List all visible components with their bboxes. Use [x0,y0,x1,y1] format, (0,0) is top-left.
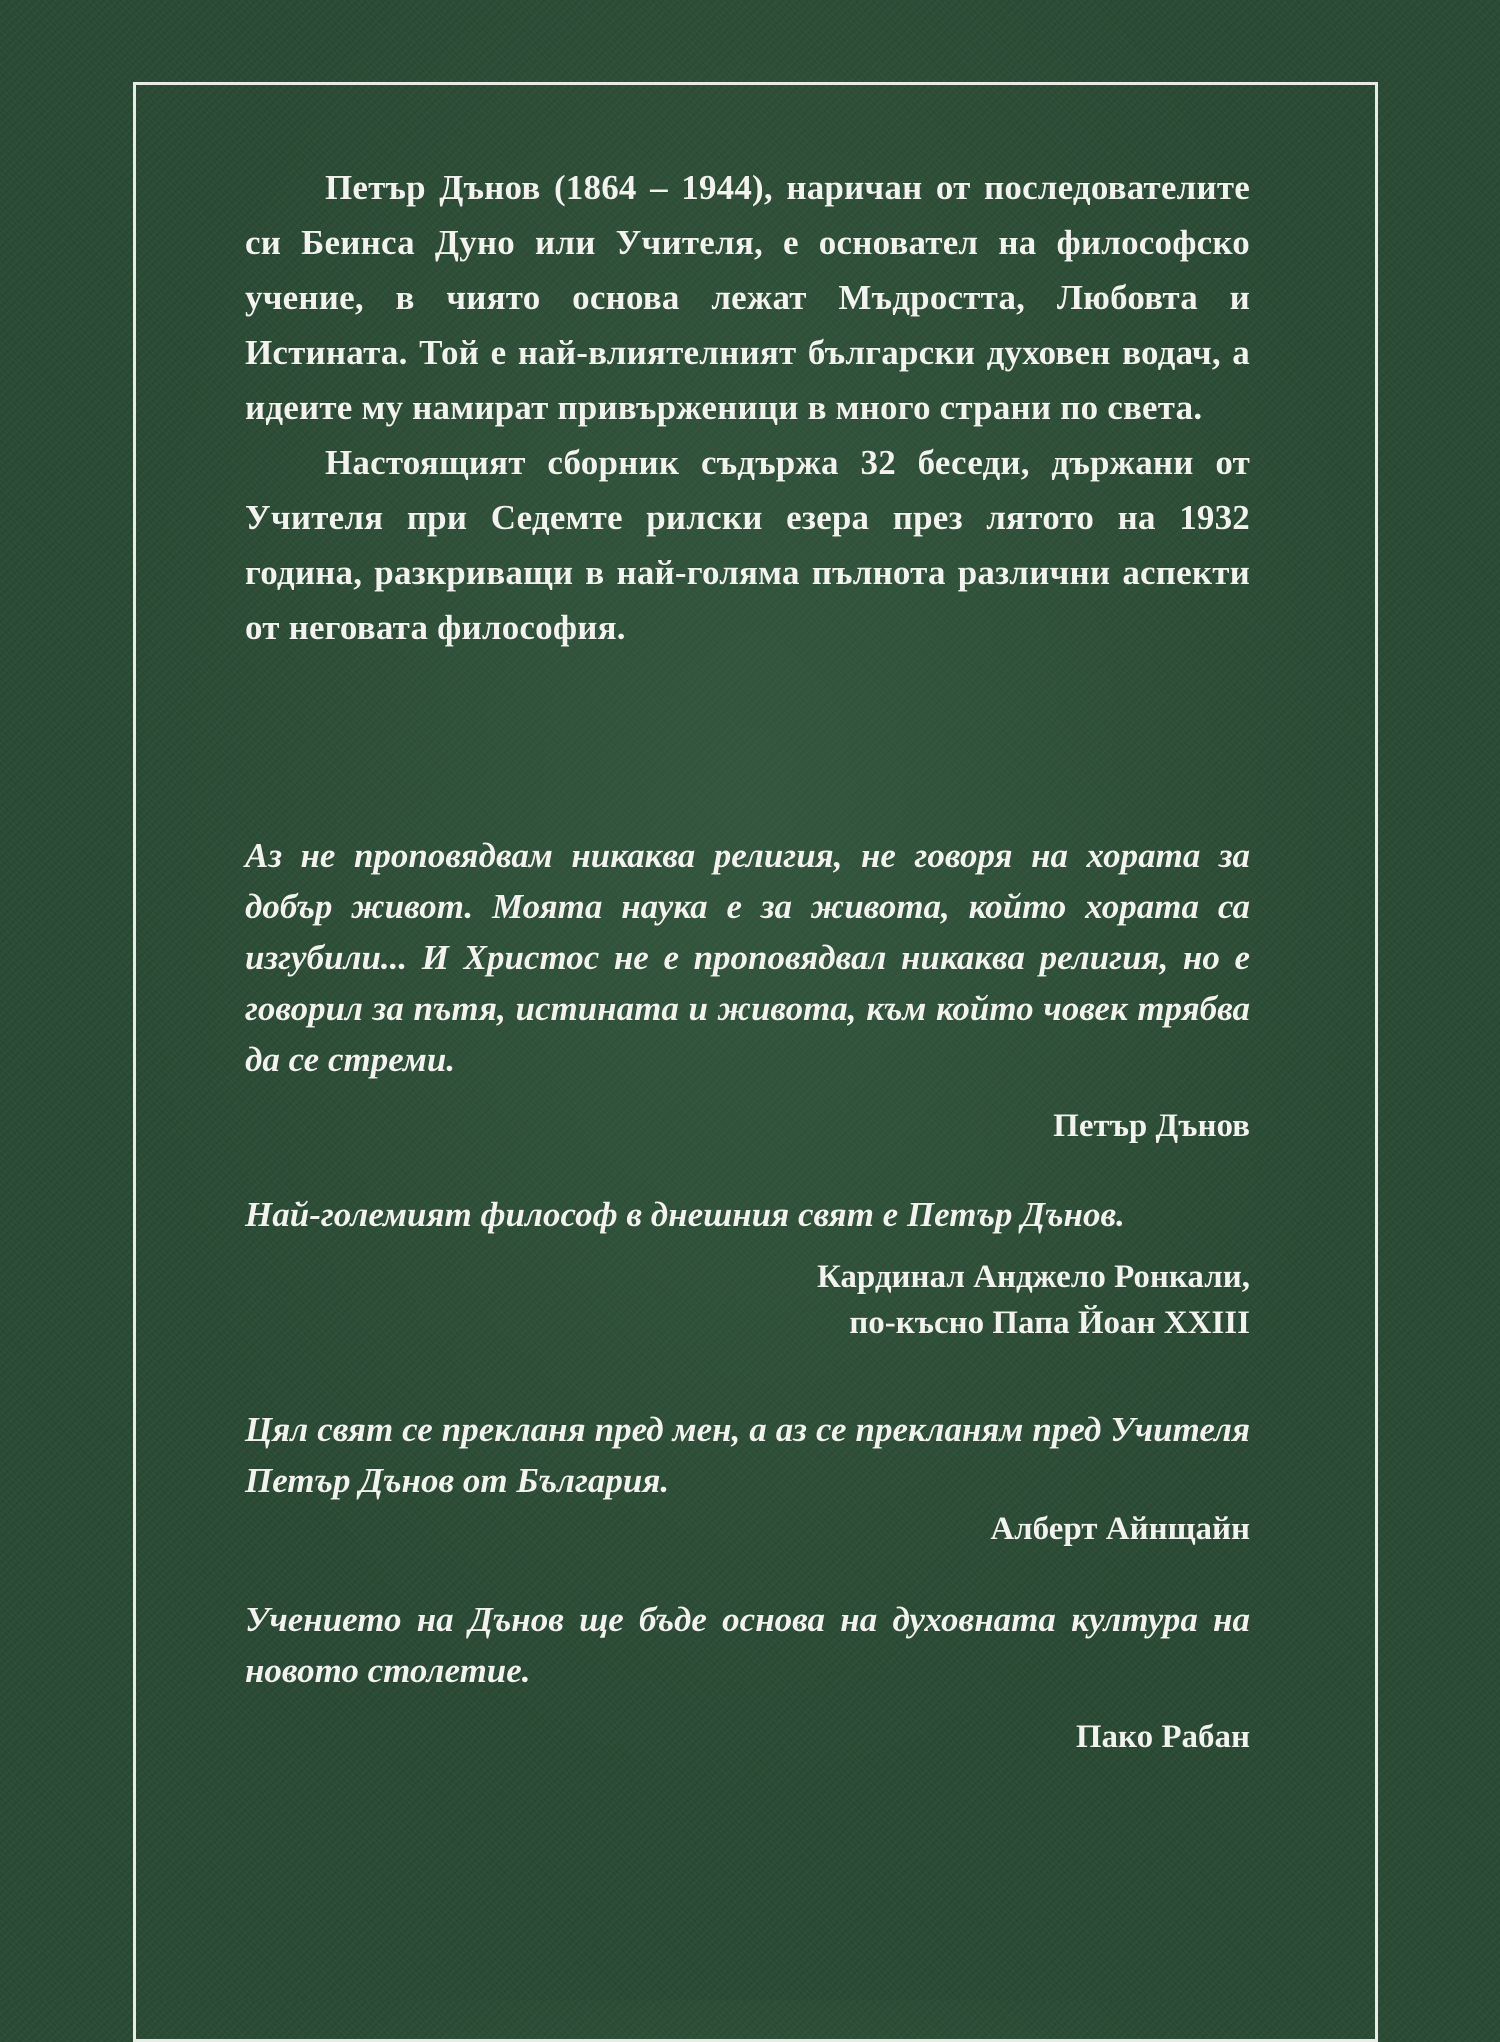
quote-text: Аз не проповядвам никаква религия, не говоря на хората за добър живот. Моята наука е за живота, който хората са изгубили... И Христос не е проповядвал никаква религия, но е говорил за пътя, истината и живота, към който човек трябва да се стреми. [245,836,1250,1079]
quote-author: Пако Рабан [1075,1719,1250,1755]
intro-paragraph-2: Настоящият сборник съдържа 32 беседи, държани от Учителя при Седемте рилски езера през лятото на 1932 година, разкриващи в най-голяма пълнота различни аспекти от неговата философия. [245,443,1250,647]
quote-author: Алберт Айнщайн [990,1511,1250,1547]
quote-text: Учението на Дънов ще бъде основа на духовната култура на новото столетие. [245,1600,1250,1690]
quote-text: Цял свят се прекланя пред мен, а аз се прекланям пред Учителя Петър Дънов от България. [245,1410,1250,1500]
back-cover-text [245,160,1250,1760]
quote-author: Кардинал Анджело Ронкали, [816,1259,1250,1295]
quote-author-subtitle: по-късно Папа Йоан XXIII [849,1305,1250,1341]
intro-paragraph-1: Петър Дънов (1864 – 1944), наричан от последователите си Беинса Дуно или Учителя, е основател на философско учение, в чиято основа лежат Мъдростта, Любовта и Истината. Той е най-влиятелният български духовен водач, а идеите му намират привърженици в много страни по света. [245,168,1250,427]
quote-author: Петър Дънов [1053,1108,1250,1144]
quote-text: Най-големият философ в днешния свят е Петър Дънов. [245,1195,1125,1234]
